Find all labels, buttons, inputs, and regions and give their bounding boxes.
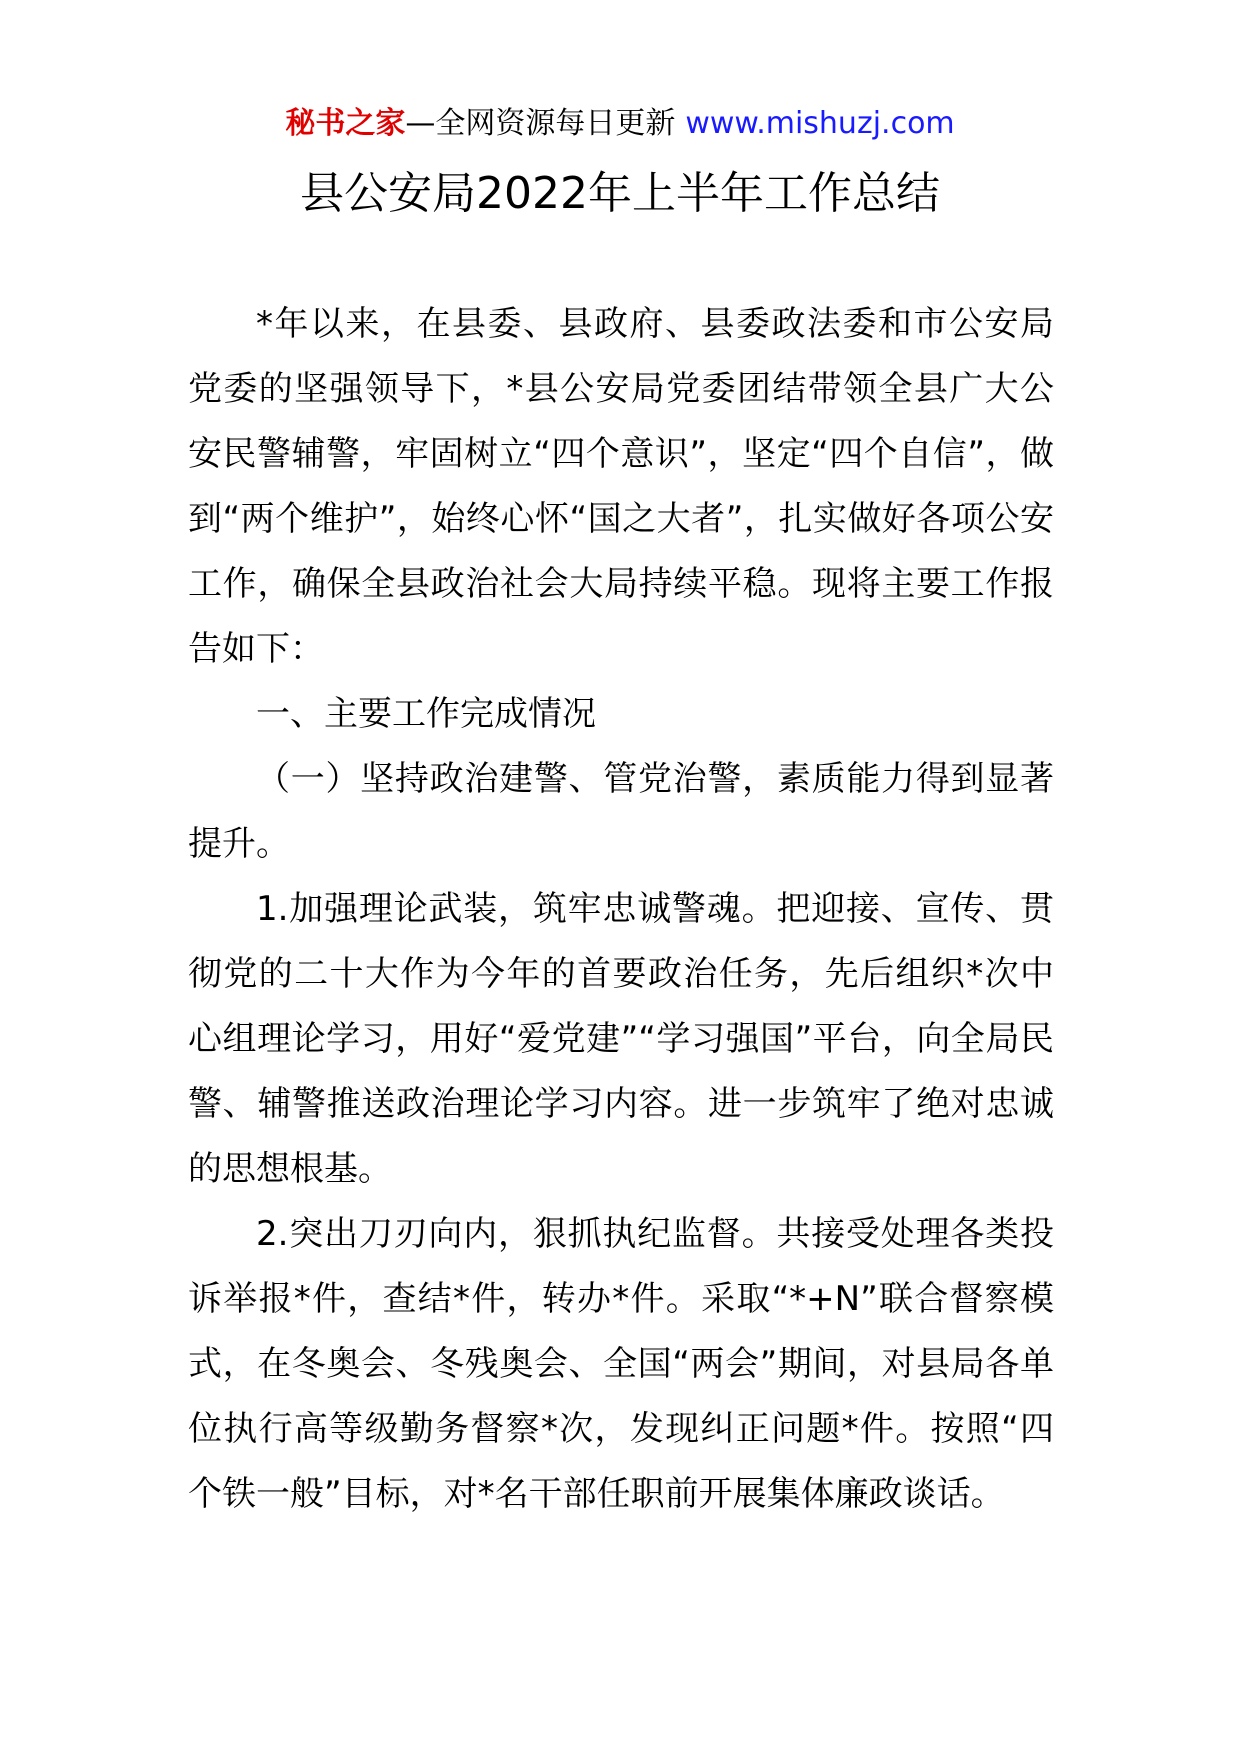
item-paragraph-2: 2.突出刀刃向内，狠抓执纪监督。共接受处理各类投诉举报*件，查结*件，转办*件。采取“*+N”联合督察模式，在冬奥会、冬残奥会、全国“两会”期间，对县局各单位执行高等级勤务督察*次，发现纠正问题*件。按照“四个铁一般”目标，对*名干部任职前开展集体廉政谈话。 (188, 1214, 1054, 1514)
document-title: 县公安局2022年上半年工作总结 (300, 168, 940, 219)
site-brand: 秘书之家 (285, 106, 406, 141)
site-url-link[interactable]: www.mishuzj.com (685, 106, 955, 141)
site-header (0, 104, 1240, 144)
section-heading: 一、主要工作完成情况 (256, 694, 596, 734)
document-body (188, 292, 1054, 1527)
subsection-heading: （一）坚持政治建警、管党治警，素质能力得到显著提升。 (188, 759, 1054, 864)
site-tagline: —全网资源每日更新 (405, 106, 676, 141)
item-paragraph-1: 1.加强理论武装，筑牢忠诚警魂。把迎接、宣传、贯彻党的二十大作为今年的首要政治任务，先后组织*次中心组理论学习，用好“爱党建”“学习强国”平台，向全局民警、辅警推送政治理论学习内容。进一步筑牢了绝对忠诚的思想根基。 (188, 889, 1054, 1189)
intro-paragraph: *年以来，在县委、县政府、县委政法委和市公安局党委的坚强领导下，*县公安局党委团结带领全县广大公安民警辅警，牢固树立“四个意识”，坚定“四个自信”，做到“两个维护”，始终心怀“国之大者”，扎实做好各项公安工作，确保全县政治社会大局持续平稳。现将主要工作报告如下： (188, 304, 1054, 669)
